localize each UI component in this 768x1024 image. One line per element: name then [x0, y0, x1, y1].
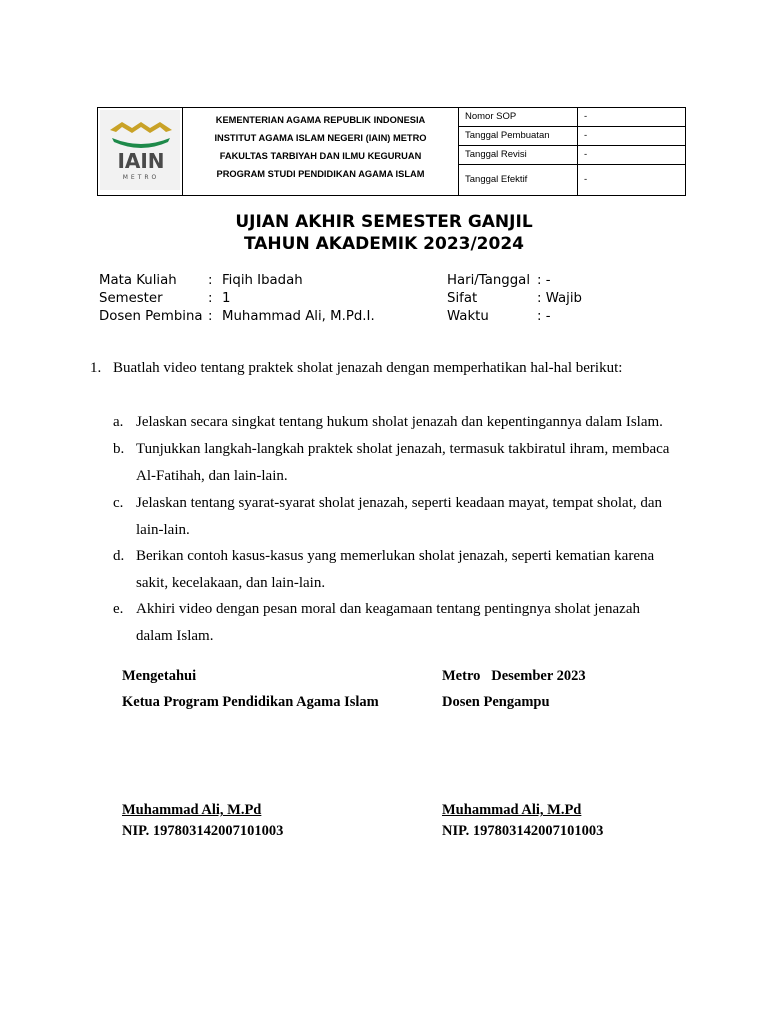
- list-item: Jelaskan tentang syarat-syarat sholat jenazah, seperti keadaan mayat, tempat sholat, dan: [136, 495, 663, 511]
- list-item: Akhiri video dengan pesan moral dan keagamaan tentang pentingnya sholat jenazah: [136, 601, 640, 617]
- info-label: Waktu: [447, 309, 489, 324]
- info-label: Semester: [99, 291, 163, 306]
- sop-value: -: [584, 130, 588, 141]
- list-item: Tunjukkan langkah-langkah praktek sholat jenazah, termasuk takbiratul ihram, membaca: [136, 441, 670, 457]
- institution-line: PROGRAM STUDI PENDIDIKAN AGAMA ISLAM: [216, 169, 425, 179]
- signature-heading-left: Mengetahui: [122, 668, 197, 684]
- semester-value: 1: [222, 291, 231, 306]
- item-marker: b.: [113, 441, 125, 457]
- list-item-continuation: Al-Fatihah, dan lain-lain.: [136, 468, 288, 484]
- svg-text:METRO: METRO: [122, 174, 160, 181]
- signature-name-right: Muhammad Ali, M.Pd: [442, 802, 582, 818]
- signature-name-left: Muhammad Ali, M.Pd: [122, 802, 262, 818]
- signature-role-left: Ketua Program Pendidikan Agama Islam: [122, 694, 379, 710]
- sop-value: -: [584, 149, 588, 160]
- item-marker: c.: [113, 495, 124, 511]
- info-label: Hari/Tanggal: [447, 273, 531, 288]
- list-item-continuation: sakit, kecelakaan, dan lain-lain.: [136, 575, 326, 591]
- institution-cell: [183, 108, 459, 195]
- signature-nip-right: NIP. 197803142007101003: [442, 823, 604, 839]
- course-value: Fiqih Ibadah: [222, 273, 303, 288]
- institution-line: FAKULTAS TARBIYAH DAN ILMU KEGURUAN: [219, 151, 422, 161]
- exam-title: UJIAN AKHIR SEMESTER GANJIL: [235, 212, 533, 232]
- nature-value: : Wajib: [537, 291, 582, 306]
- list-item: Jelaskan secara singkat tentang hukum sholat jenazah dan kepentingannya dalam Islam.: [136, 414, 663, 430]
- institution-line: INSTITUT AGAMA ISLAM NEGERI (IAIN) METRO: [214, 133, 427, 143]
- sop-value: -: [584, 174, 588, 185]
- info-label: Sifat: [447, 291, 478, 306]
- sop-label: Tanggal Pembuatan: [465, 130, 550, 141]
- logo-cell: [98, 108, 183, 195]
- date-value: : -: [537, 273, 551, 288]
- item-marker: a.: [113, 414, 124, 430]
- sop-row: [459, 146, 685, 165]
- info-label: Mata Kuliah: [99, 273, 177, 288]
- iain-metro-logo: [102, 120, 180, 182]
- sop-info-cell: [459, 108, 685, 195]
- list-item: Berikan contoh kasus-kasus yang memerlukan sholat jenazah, seperti kematian karena: [136, 548, 655, 564]
- info-sep: :: [208, 291, 213, 306]
- item-marker: d.: [113, 548, 125, 564]
- item-marker: e.: [113, 601, 124, 617]
- sop-row: [459, 127, 685, 146]
- document-header-table: [97, 107, 686, 196]
- info-sep: :: [208, 273, 213, 288]
- lecturer-value: Muhammad Ali, M.Pd.I.: [222, 309, 375, 324]
- signature-heading-right: Metro Desember 2023: [442, 668, 586, 684]
- sop-label: Tanggal Efektif: [465, 174, 528, 185]
- question-text: Buatlah video tentang praktek sholat jenazah dengan memperhatikan hal-hal berikut:: [113, 360, 623, 376]
- sop-label: Tanggal Revisi: [465, 149, 527, 160]
- signature-nip-left: NIP. 197803142007101003: [122, 823, 284, 839]
- academic-year-title: TAHUN AKADEMIK 2023/2024: [244, 234, 524, 254]
- info-sep: :: [208, 309, 213, 324]
- time-value: : -: [537, 309, 551, 324]
- sop-row: [459, 108, 685, 127]
- sop-value: -: [584, 111, 588, 122]
- svg-text:IAIN: IAIN: [117, 149, 165, 173]
- list-item-continuation: dalam Islam.: [136, 628, 214, 644]
- question-number: 1.: [90, 360, 102, 376]
- list-item-continuation: lain-lain.: [136, 522, 190, 538]
- signature-role-right: Dosen Pengampu: [442, 694, 550, 710]
- sop-row: [459, 165, 685, 195]
- sop-label: Nomor SOP: [465, 111, 517, 122]
- info-label: Dosen Pembina: [99, 309, 203, 324]
- institution-line: KEMENTERIAN AGAMA REPUBLIK INDONESIA: [215, 115, 426, 125]
